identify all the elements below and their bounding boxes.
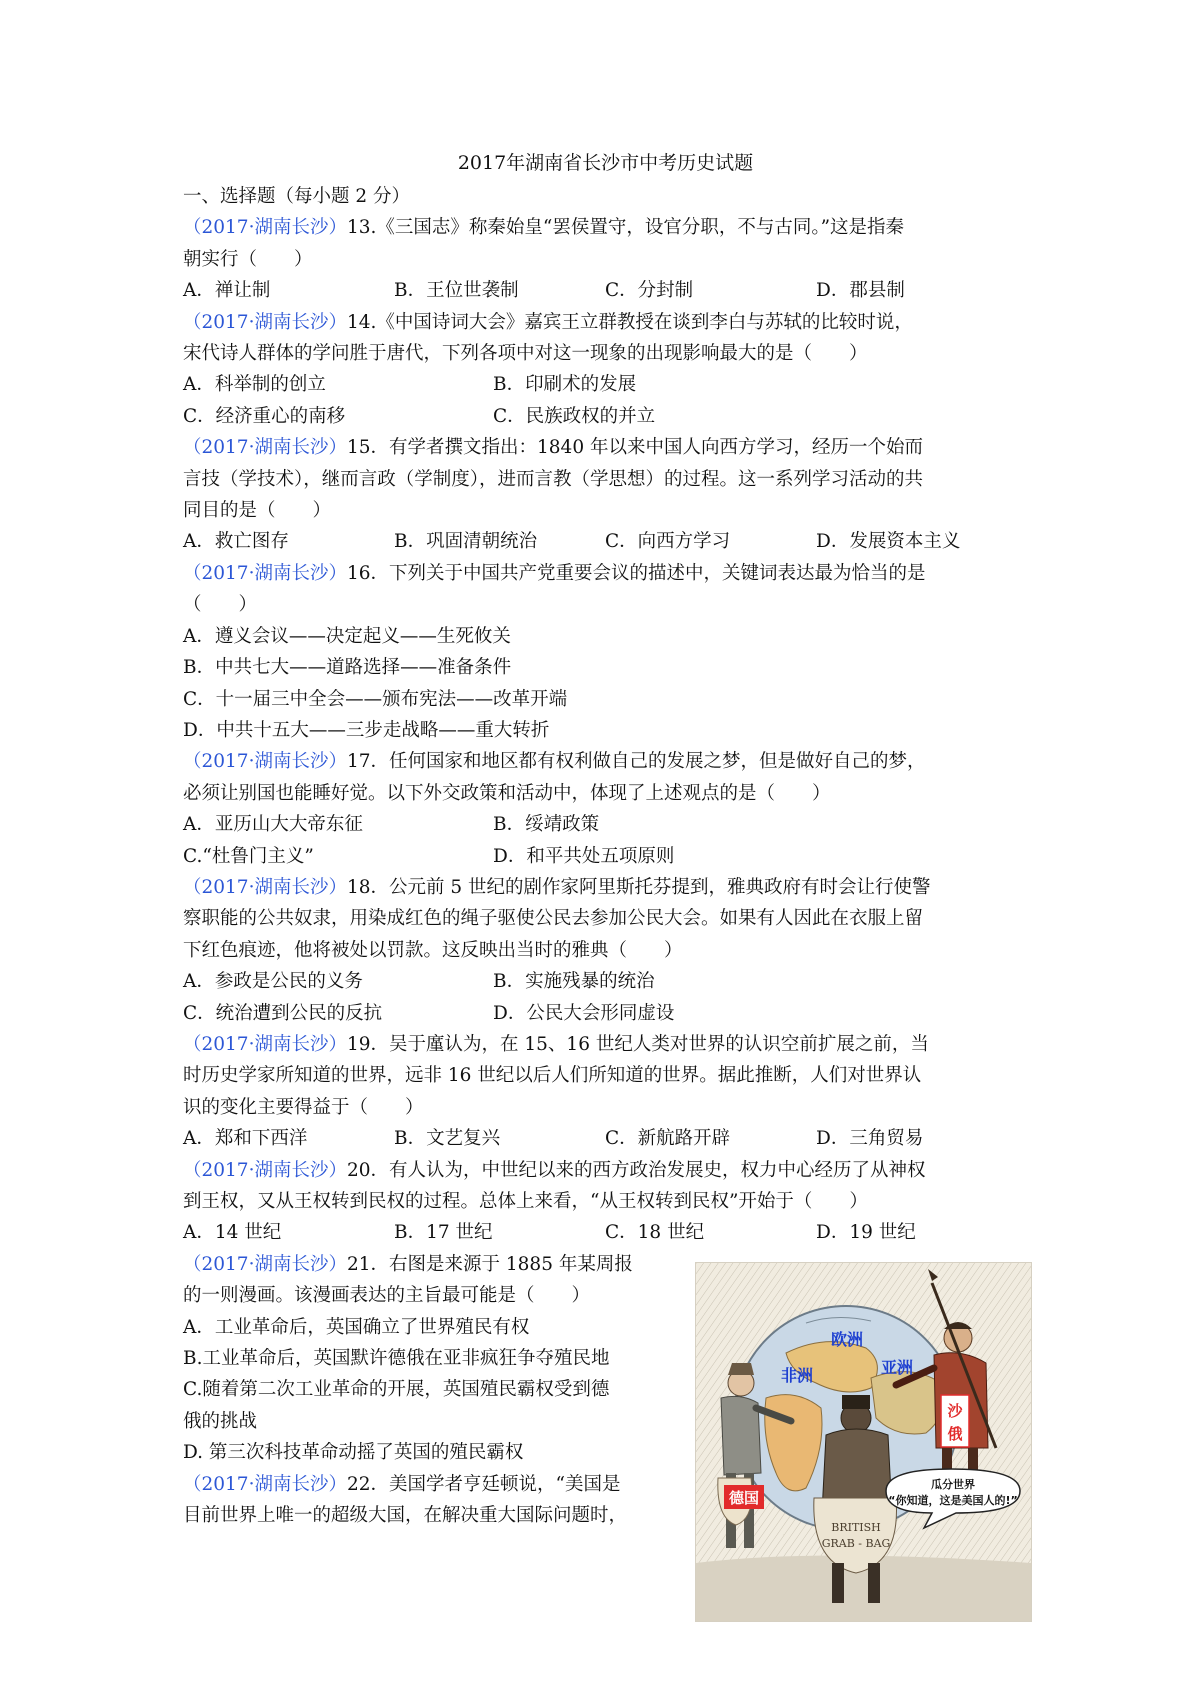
option: D．公民大会形同虚设 <box>493 1002 675 1024</box>
option: D．和平共处五项原则 <box>493 845 675 867</box>
britain-figure-hat <box>842 1395 870 1409</box>
question-14-options <box>183 369 1028 400</box>
source-tag: （2017·湖南长沙） <box>183 1473 347 1495</box>
option: C．分封制 <box>605 280 694 302</box>
germany-label: 德国 <box>728 1489 760 1507</box>
question-15: （2017·湖南长沙）15．有学者撰文指出：1840 年以来中国人向西方学习，经历一个始而 <box>183 437 923 459</box>
option: A．禅让制 <box>183 280 271 302</box>
question-21: （2017·湖南长沙）21．右图是来源于 1885 年某周报 的一则漫画。该漫画表达的主旨最可能是（ ） A．工业革命后，英国确立了世界殖民有权 B.工业革命后，英国默许德俄在亚非疯狂争夺殖民地 C.随着第二次工业革命的开展，英国殖民霸权受到德 俄的挑战 D. 第三次科技革命动摇了英国的殖民霸权 <box>183 1249 653 1469</box>
cartoon-image <box>695 1262 1032 1622</box>
option: A．救亡图存 <box>183 531 289 553</box>
question-14: （2017·湖南长沙）14.《中国诗词大会》嘉宾王立群教授在谈到李白与苏轼的比较时说， <box>183 311 913 333</box>
option: B．实施残暴的统治 <box>493 971 655 993</box>
option: A．科举制的创立 <box>183 374 326 396</box>
question-17-options <box>183 809 1028 840</box>
exam-page: 2017年湖南省长沙市中考历史试题 一、选择题（每小题 2 分） （2017·湖南长沙）13.《三国志》称秦始皇“罢侯置守，设官分职，不与古同。”这是指秦 朝实行（ ） A．禅让制 B．王位世袭制 C．分封制 D．郡县制 （2017·湖南长沙）14.《中国诗词大会》嘉宾王立群教授在谈到李白与苏轼的比较时说， 宋代诗人群体的学问胜于唐代，下列各项中对这一现象的出现影响最大的是（ ） A．科举制的创立 B．印刷术的发展 C．经济重心的南移 C．民族政权的并立 （2017·湖南长沙）15．有学者撰文指出：1840 年以来中国人向西方学习，经历一个始而 言技（学技术），继而言政（学制度），进而言教（学思想）的过程。这一系列学习活动的共 同目的是（ ） A．救亡图存 B．巩固清朝统治 C．向西方学习 D．发展资本主义 （2017·湖南长沙）16．下列关于中国共产党重要会议的描述中，关键词表达最为恰当的是 （ ） A．遵义会议——决定起义——生死攸关 B．中共七大——道路选择——准备条件 C．十一届三中全会——颁布宪法——改革开端 D．中共十五大——三步走战略——重大转折 （2017·湖南长沙）17．任何国家和地区都有权利做自己的发展之梦，但是做好自己的梦， 必须让别国也能睡好觉。以下外交政策和活动中，体现了上述观点的是（ ） A．亚历山大大帝东征 B．绥靖政策 C.“杜鲁门主义” D．和平共处五项原则 （2017·湖南长沙）18．公元前 5 世纪的剧作家阿里斯托芬提到，雅典政府有时会让行使警 察职能的公共奴隶，用染成红色的绳子驱使公民去参加公民大会。如果有人因此在衣服上留 下红色痕迹，他将被处以罚款。这反映出当时的雅典（ ） A．参政是公民的义务 B．实施残暴的统治 C．统治遭到公民的反抗 D．公民大会形同虚设 （2017·湖南长沙）19．吴于廑认为，在 15、16 世纪人类对世界的认识空前扩展之前，当 时历史学家所知道的世界，远非 16 世纪以后人们所知道的世界。据此推断，人们对世界认 识的变化主要得益于（ ） A．郑和下西洋 B．文艺复兴 C．新航路开辟 D．三角贸易 （2017·湖南长沙）20．有人认为，中世纪以来的西方政治发展史，权力中心经历了从神权 到王权，又从王权转到民权的过程。总体上来看，“从王权转到民权”开始于（ ） A．14 世纪 B．17 世纪 C．18 世纪 D．19 世纪 （2017·湖南长沙）21．右图是来源于 1885 年某周报 的一则漫画。该漫画表达的主旨最可能是（ ） A．工业革命后，英国确立了世界殖民有权 B.工业革命后，英国默许德俄在亚非疯狂争夺殖民地 C.随着第二次工业革命的开展，英国殖民霸权受到德 俄的挑战 D. 第三次科技革命动摇了英国的殖民霸权 （2017·湖南长沙）22．美国学者亨廷顿说，“美国是 目前世界上唯一的超级大国，在解决重大国际问题时， <box>183 148 1028 1531</box>
option: 俄的挑战 <box>183 1410 258 1432</box>
source-tag: （2017·湖南长沙） <box>183 751 347 773</box>
option: B.工业革命后，英国默许德俄在亚非疯狂争夺殖民地 <box>183 1348 610 1370</box>
option: A．工业革命后，英国确立了世界殖民有权 <box>183 1316 530 1338</box>
question-22: （2017·湖南长沙）22．美国学者亨廷顿说，“美国是 目前世界上唯一的超级大国，在解决重大国际问题时， <box>183 1473 628 1527</box>
option: A．参政是公民的义务 <box>183 971 363 993</box>
britain-figure-leg <box>832 1563 844 1603</box>
option: D．发展资本主义 <box>816 531 961 553</box>
question-13-options <box>183 275 1028 306</box>
option: A．郑和下西洋 <box>183 1128 308 1150</box>
option: B．王位世袭制 <box>394 280 519 302</box>
option: B．绥靖政策 <box>493 814 600 836</box>
option: C.“杜鲁门主义” <box>183 845 314 867</box>
question-20-options <box>183 1217 1028 1248</box>
source-tag: （2017·湖南长沙） <box>183 1033 347 1055</box>
russia-label-2: 俄 <box>947 1425 963 1443</box>
option: D．三角贸易 <box>816 1128 924 1150</box>
page-title: 2017年湖南省长沙市中考历史试题 <box>457 152 754 174</box>
option: C．经济重心的南移 <box>183 405 346 427</box>
section-heading: 一、选择题（每小题 2 分） <box>183 186 411 207</box>
option: A．14 世纪 <box>183 1222 282 1244</box>
option: A．亚历山大大帝东征 <box>183 814 363 836</box>
question-19-options <box>183 1123 1028 1154</box>
option: A．遵义会议——决定起义——生死攸关 <box>183 625 511 647</box>
label-asia: 亚洲 <box>881 1358 914 1377</box>
question-18-options <box>183 966 1028 997</box>
option: B．巩固清朝统治 <box>394 531 538 553</box>
question-19: （2017·湖南长沙）19．吴于廑认为，在 15、16 世纪人类对世界的认识空前扩展之前，当 <box>183 1033 929 1055</box>
britain-figure-leg <box>868 1563 880 1603</box>
option: C.随着第二次工业革命的开展，英国殖民霸权受到德 <box>183 1379 610 1401</box>
source-tag: （2017·湖南长沙） <box>183 311 347 333</box>
bag-text-2: GRAB - BAG <box>821 1537 891 1550</box>
option: B．17 世纪 <box>394 1222 493 1244</box>
bag-text-1: BRITISH <box>831 1521 881 1534</box>
option: B．印刷术的发展 <box>493 374 637 396</box>
option: B．文艺复兴 <box>394 1128 501 1150</box>
question-18: （2017·湖南长沙）18．公元前 5 世纪的剧作家阿里斯托芬提到，雅典政府有时会让行使警 <box>183 876 931 898</box>
source-tag: （2017·湖南长沙） <box>183 217 347 239</box>
label-europe: 欧洲 <box>831 1330 864 1349</box>
bubble-line-1: 瓜分世界 <box>931 1478 975 1491</box>
source-tag: （2017·湖南长沙） <box>183 437 347 459</box>
option: D．19 世纪 <box>816 1222 916 1244</box>
option: C．统治遭到公民的反抗 <box>183 1002 383 1024</box>
question-15-options <box>183 526 1028 557</box>
option: B．中共七大——道路选择——准备条件 <box>183 657 512 679</box>
source-tag: （2017·湖南长沙） <box>183 562 347 584</box>
option: D．中共十五大——三步走战略——重大转折 <box>183 719 550 741</box>
option: D．郡县制 <box>816 280 905 302</box>
source-tag: （2017·湖南长沙） <box>183 876 347 898</box>
option: C．18 世纪 <box>605 1222 705 1244</box>
russia-label-1: 沙 <box>947 1402 963 1420</box>
question-16: （2017·湖南长沙）16．下列关于中国共产党重要会议的描述中，关键词表达最为恰当的是 <box>183 562 926 584</box>
source-tag: （2017·湖南长沙） <box>183 1159 347 1181</box>
germany-figure-hat <box>728 1363 754 1375</box>
option: D. 第三次科技革命动摇了英国的殖民霸权 <box>183 1442 524 1464</box>
question-13: （2017·湖南长沙）13.《三国志》称秦始皇“罢侯置守，设官分职，不与古同。”这是指秦 <box>183 217 905 239</box>
source-tag: （2017·湖南长沙） <box>183 1253 347 1275</box>
bubble-line-2: “你知道，这是美国人的!” <box>888 1494 1018 1507</box>
option: C．向西方学习 <box>605 531 731 553</box>
label-africa: 非洲 <box>781 1366 814 1385</box>
option: C．十一届三中全会——颁布宪法——改革开端 <box>183 688 568 710</box>
question-17: （2017·湖南长沙）17．任何国家和地区都有权利做自己的发展之梦，但是做好自己的梦， <box>183 751 926 773</box>
option: C．新航路开辟 <box>605 1128 731 1150</box>
option: C．民族政权的并立 <box>493 405 656 427</box>
question-20: （2017·湖南长沙）20．有人认为，中世纪以来的西方政治发展史，权力中心经历了从神权 <box>183 1159 926 1181</box>
